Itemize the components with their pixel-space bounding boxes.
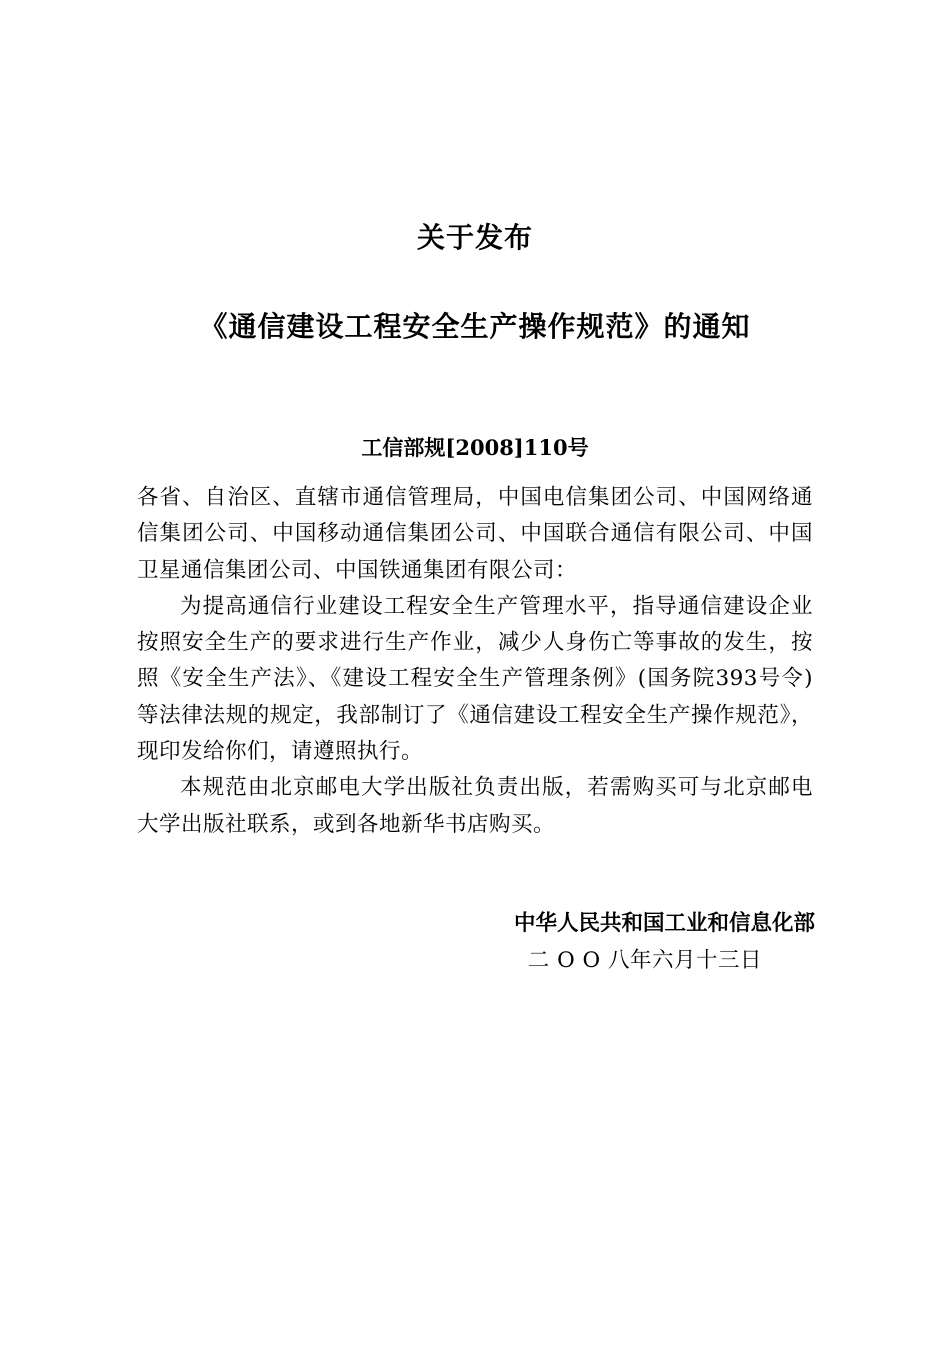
document-number: 工信部规[2008]110号 — [361, 435, 589, 460]
body-paragraph-1: 为提高通信行业建设工程安全生产管理水平，指导通信建设企业按照安全生产的要求进行生产作业，减少人身伤亡等事故的发生，按照《安全生产法》、《建设工程安全生产管理条例》(国务院393号令)等法律法规的规定，我部制订了《通信建设工程安全生产操作规范》，现印发给你们，请遵照执行。 — [137, 593, 813, 765]
issue-date: 二 O O 八年六月十三日 — [527, 948, 762, 973]
document-body — [137, 480, 813, 843]
issuer-signature: 中华人民共和国工业和信息化部 — [513, 911, 815, 936]
body-paragraph-2: 本规范由北京邮电大学出版社负责出版，若需购买可与北京邮电大学出版社联系，或到各地新华书店购买。 — [137, 775, 813, 837]
addressee-paragraph: 各省、自治区、直辖市通信管理局，中国电信集团公司、中国网络通信集团公司、中国移动通信集团公司、中国联合通信有限公司、中国卫星通信集团公司、中国铁通集团有限公司： — [137, 485, 813, 583]
title-line-2: 《通信建设工程安全生产操作规范》的通知 — [199, 310, 751, 343]
title-line-1: 关于发布 — [416, 221, 533, 254]
